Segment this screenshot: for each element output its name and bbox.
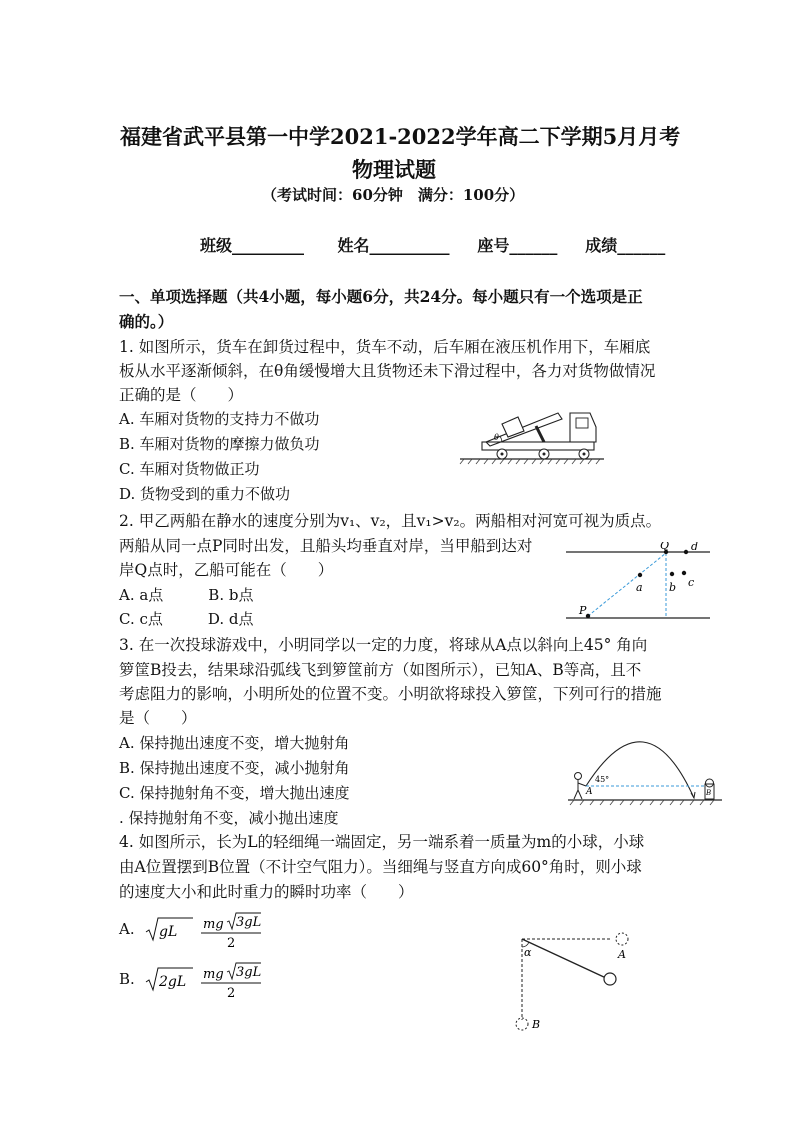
q1-option-b[interactable]: B. 车厢对货物的摩擦力做负功 xyxy=(119,435,320,453)
q4-a-num: mg xyxy=(203,917,224,932)
q4-a-den: 2 xyxy=(227,936,236,950)
student-info-row xyxy=(200,233,665,256)
q3-line-2: 箩筐B投去，结果球沿弧线飞到箩筐前方（如图所示），已知A、B等高，且不 xyxy=(119,661,642,679)
title-line-1: 福建省武平县第一中学2021-2022学年高二下学期5月月考 xyxy=(120,124,681,149)
label-q: Q xyxy=(660,542,670,552)
q4-b-num: mg xyxy=(203,967,224,982)
q2-options-row-1[interactable]: A. a点 B. b点 xyxy=(119,586,254,604)
q4-line-1: 4. 如图所示，长为L的轻细绳一端固定，另一端系着一质量为m的小球，小球 xyxy=(119,833,645,851)
q3-line-1: 3. 在一次投球游戏中，小明同学以一定的力度，将球从A点以斜向上45° 角向 xyxy=(119,636,648,654)
exam-info: （考试时间：60分钟 满分：100分） xyxy=(262,186,525,204)
title-line-2: 物理试题 xyxy=(352,157,436,182)
q2-line-2: 两船从同一点P同时出发，且船头均垂直对岸，当甲船到达对 xyxy=(119,537,533,555)
q3-line-4: 是（ ） xyxy=(119,709,197,727)
section-heading-line-1: 一、单项选择题（共4小题，每小题6分，共24分。每小题只有一个选项是正 xyxy=(119,287,643,306)
q4-option-b-label[interactable]: B. xyxy=(119,970,135,988)
q4-b-den: 2 xyxy=(227,986,236,1000)
q4-b-speed: 2gL xyxy=(159,974,187,990)
class-field[interactable]: 班级_________ xyxy=(200,236,305,255)
score-field[interactable]: 成绩______ xyxy=(585,236,666,255)
label-c: c xyxy=(688,576,695,589)
q1-line-3: 正确的是（ ） xyxy=(119,386,244,404)
q1-option-c[interactable]: C. 车厢对货物做正功 xyxy=(119,460,260,478)
q1-option-a[interactable]: A. 车厢对货物的支持力不做功 xyxy=(119,410,320,428)
q4-option-a-label[interactable]: A. xyxy=(119,920,135,938)
section-heading-line-2: 确的。） xyxy=(119,312,174,331)
q4-line-3: 的速度大小和此时重力的瞬时功率（ ） xyxy=(119,883,414,901)
q4-b-root: 3gL xyxy=(236,965,262,980)
alpha-label: α xyxy=(524,946,532,959)
label-a: A xyxy=(586,787,593,797)
pendulum-figure xyxy=(510,932,640,1032)
q3-option-d[interactable]: . 保持抛射角不变，减小抛出速度 xyxy=(119,809,339,827)
truck-figure xyxy=(458,397,608,467)
name-field[interactable]: 姓名__________ xyxy=(337,236,450,255)
label-b: B xyxy=(706,789,712,797)
q1-line-2: 板从水平逐渐倾斜，在θ角缓慢增大且货物还未下滑过程中，各力对货物做情况 xyxy=(119,362,656,380)
label-p: P xyxy=(579,604,587,617)
q4-a-root: 3gL xyxy=(236,915,262,930)
q3-option-c[interactable]: C. 保持抛射角不变，增大抛出速度 xyxy=(119,784,350,802)
q4-a-speed: gL xyxy=(159,924,178,940)
seat-field[interactable]: 座号______ xyxy=(477,236,558,255)
label-b: B xyxy=(532,1018,541,1031)
projectile-figure xyxy=(566,728,726,808)
q2-line-3: 岸Q点时，乙船可能在（ ） xyxy=(119,561,334,579)
q3-option-a[interactable]: A. 保持抛出速度不变，增大抛射角 xyxy=(119,734,350,752)
q1-option-d[interactable]: D. 货物受到的重力不做功 xyxy=(119,485,291,503)
label-a: a xyxy=(636,581,643,594)
q4-option-b-formula[interactable] xyxy=(143,962,273,1000)
label-a: A xyxy=(618,948,626,961)
q2-line-1: 2. 甲乙两船在静水的速度分别为v₁、v₂，且v₁>v₂。两船相对河宽可视为质点。 xyxy=(119,512,662,530)
river-figure xyxy=(564,542,714,622)
label-d: d xyxy=(691,542,699,553)
q4-line-2: 由A位置摆到B位置（不计空气阻力）。当细绳与竖直方向成60°角时，则小球 xyxy=(119,858,642,876)
label-b: b xyxy=(669,581,677,594)
q3-option-b[interactable]: B. 保持抛出速度不变，减小抛射角 xyxy=(119,759,350,777)
q4-option-a-formula[interactable] xyxy=(143,912,273,950)
q1-line-1: 1. 如图所示，货车在卸货过程中，货车不动，后车厢在液压机作用下，车厢底 xyxy=(119,338,651,356)
q3-line-3: 考虑阻力的影响，小明所处的位置不变。小明欲将球投入箩筐，下列可行的措施 xyxy=(119,685,662,703)
angle-label: 45° xyxy=(595,775,610,784)
q2-options-row-2[interactable]: C. c点 D. d点 xyxy=(119,610,254,628)
theta-label: θ xyxy=(494,433,499,442)
